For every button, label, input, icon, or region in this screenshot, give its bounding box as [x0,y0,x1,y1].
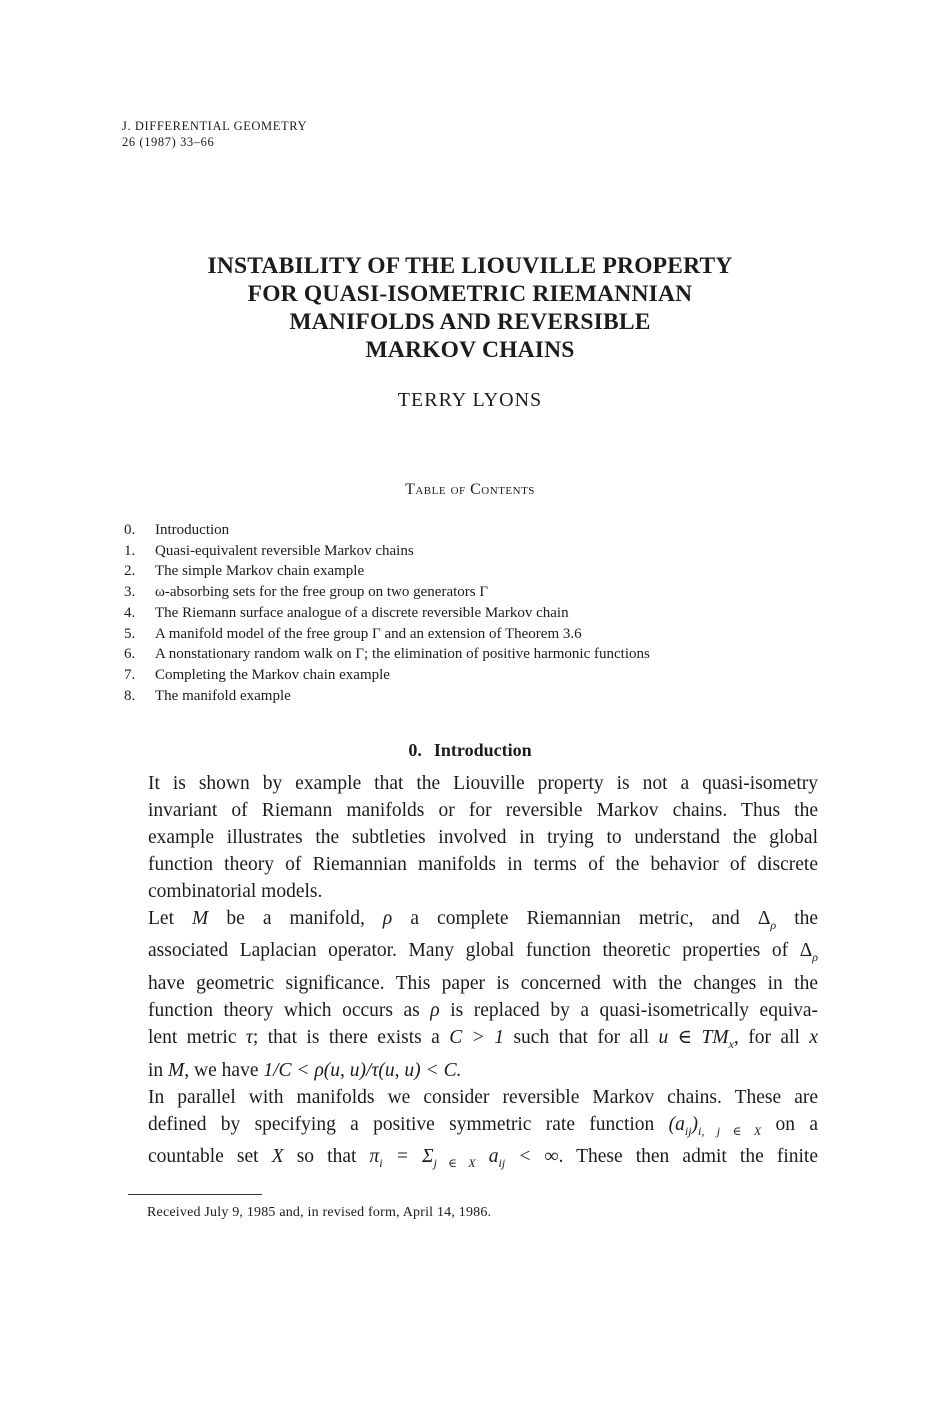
section-title: Introduction [433,740,532,760]
toc-item-label: The simple Markov chain example [155,563,365,580]
toc-item-number: 1. [124,542,136,559]
title-line: MARKOV CHAINS [365,337,575,363]
toc-item-number: 8. [124,687,136,704]
toc-item[interactable] [124,541,650,562]
math-symbol: x [809,1026,818,1048]
math-symbol: M [168,1059,185,1081]
toc-item-number: 6. [124,646,136,663]
title-line: FOR QUASI-ISOMETRIC RIEMANNIAN [247,281,693,307]
math-symbol: Δ [799,940,813,962]
journal-header [122,118,307,150]
table-of-contents [124,520,650,706]
math-symbol: ρ [382,907,393,929]
body-text [124,771,818,1177]
text-line: example illustrates the subtleties involved in trying to understand the global [148,826,818,848]
toc-item-label: ω-absorbing sets for the free group on two generators Γ [155,584,489,601]
toc-item-number: 2. [124,563,136,580]
toc-item[interactable] [124,665,650,686]
text-line: In parallel with manifolds we consider reversible Markov chains. These are [148,1086,818,1108]
paragraph [124,771,818,906]
text-line: function theory which occurs as ρ is replaced by a quasi-isometrically equiva- [148,1000,819,1022]
text-line: invariant of Riemann manifolds or for reversible Markov chains. Thus the [148,799,818,821]
text-line: It is shown by example that the Liouville property is not a quasi-isometry [148,773,818,794]
toc-item[interactable] [124,624,650,645]
math-expression: $(a_{ij})_{i, j \in X}$ [668,1113,762,1138]
toc-item-label: A nonstationary random walk on Γ; the elimination of positive harmonic functions [155,646,650,663]
toc-item-number: 5. [124,625,136,642]
toc-item[interactable] [124,603,650,624]
journal-citation: 26 (1987) 33–66 [122,135,215,149]
toc-item[interactable] [124,686,650,707]
title-line: MANIFOLDS AND REVERSIBLE [289,309,651,335]
text-line: in M, we have 1/C < ρ(u, u)/τ(u, u) < C. [148,1059,462,1081]
text-line: combinatorial models. [148,880,323,902]
math-symbol: τ [245,1026,253,1048]
text-line: associated Laplacian operator. Many global function theoretic properties of $\Delta_\rho$ [148,940,818,965]
title-line: INSTABILITY OF THE LIOUVILLE PROPERTY [207,253,733,279]
text-line: Let M be a manifold, ρ a complete Riemannian metric, and $\Delta_\rho$ the [148,907,819,932]
toc-item[interactable] [124,644,650,665]
paragraph [124,906,818,1085]
math-symbol: ρ [430,1000,440,1022]
footnote-rule [128,1194,262,1195]
paragraph [124,1085,818,1178]
paper-title [120,252,820,364]
math-expression: u ∈ TM [658,1026,729,1048]
text-line: have geometric significance. This paper is concerned with the changes in the [148,973,818,995]
math-expression: $\pi_i = \Sigma_{j \in X}$ $a_{ij}$ < ∞ [369,1146,559,1171]
toc-item-number: 7. [124,666,136,683]
toc-item-number: 4. [124,604,136,621]
text-line: function theory of Riemannian manifolds in terms of the behavior of discrete [148,853,818,875]
toc-heading: Table of Contents [405,481,535,498]
math-symbol: X [271,1146,284,1168]
footnote: Received July 9, 1985 and, in revised form, April 14, 1986. [147,1205,492,1220]
toc-item-label: The Riemann surface analogue of a discrete reversible Markov chain [155,604,569,621]
toc-item-label: Quasi-equivalent reversible Markov chains [155,542,414,559]
text-line: lent metric τ; that is there exists a C > 1 such that for all u ∈ $TM_x$, for all x [148,1026,818,1051]
toc-item-label: The manifold example [155,687,291,704]
section-number: 0. [408,740,422,760]
text-line: countable set X so that $\pi_i = \Sigma_{j \in X}$ $a_{ij}$ < ∞. These then admit the finite [148,1146,819,1171]
toc-item-number: 3. [124,584,136,601]
author-name: TERRY LYONS [397,389,543,411]
toc-item[interactable] [124,561,650,582]
toc-item[interactable] [124,582,650,603]
math-symbol: M [192,907,209,929]
journal-name: J. DIFFERENTIAL GEOMETRY [122,119,308,133]
section-heading [120,740,820,761]
math-expression: 1/C < ρ(u, u)/τ(u, u) < C. [263,1059,462,1081]
math-symbol: Δ [757,907,771,929]
toc-item[interactable] [124,520,650,541]
toc-item-label: A manifold model of the free group Γ and an extension of Theorem 3.6 [155,625,582,642]
math-expression: C > 1 [449,1026,505,1048]
toc-item-label: Introduction [155,522,230,538]
toc-item-label: Completing the Markov chain example [155,666,390,683]
text-line: defined by specifying a positive symmetric rate function $(a_{ij})_{i, j \in X}$ on a [148,1113,818,1138]
toc-item-number: 0. [124,522,136,538]
